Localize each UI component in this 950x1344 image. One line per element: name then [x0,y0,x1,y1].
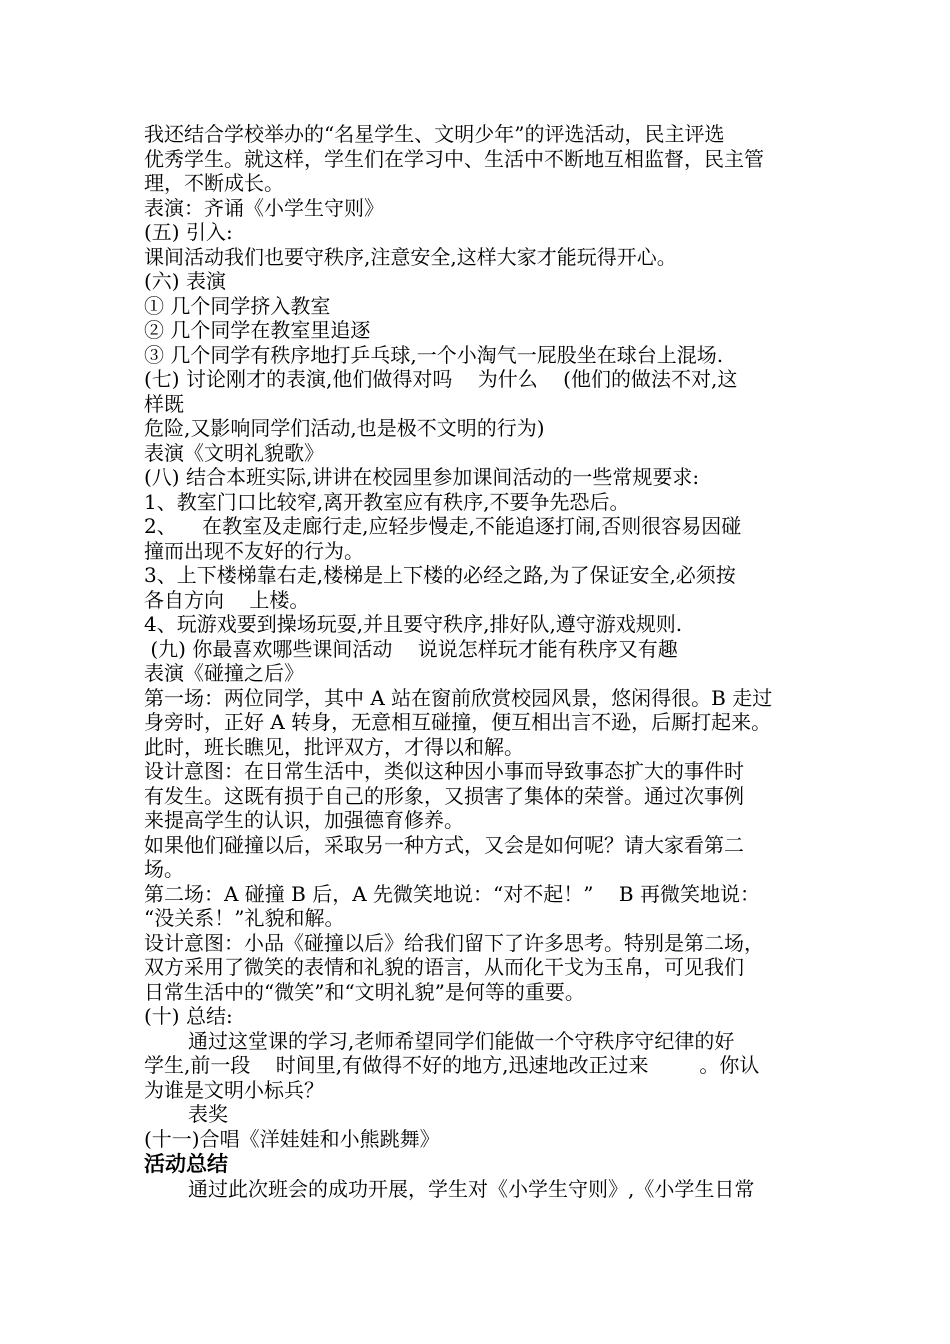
text-line: 来提高学生的认识，加强德育修养。 [144,808,464,832]
text-line: 表演《碰撞之后》 [144,661,304,685]
text-line: 身旁时，正好 A 转身，无意相互碰撞，便互相出言不逊，后厮打起来。 [144,710,772,734]
summary-paragraph-start: 通过此次班会的成功开展，学生对《小学生守则》,《小学生日常 [188,1177,755,1201]
text-line: 表演：齐诵《小学生守则》 [144,195,384,220]
text-line: 为谁是文明小标兵？ [144,1077,324,1102]
text-line: 此时，班长瞧见，批评双方，才得以和解。 [144,734,524,759]
text-line: 设计意图：小品《碰撞以后》给我们留下了许多思考。特别是第二场， [144,930,764,955]
text-line: 2、 在教室及走廊行走,应轻步慢走,不能追逐打闹,否则很容易因碰 [144,514,742,538]
text-line: 学生,前一段 时间里,有做得不好的地方,迅速地改正过来 。你认 [144,1053,760,1077]
text-line: 日常生活中的“微笑”和“文明礼貌”是何等的重要。 [144,979,585,1004]
text-line: (八) 结合本班实际,讲讲在校园里参加课间活动的一些常规要求: [144,465,700,489]
text-line: (十) 总结: [144,1004,233,1028]
text-line: 课间活动我们也要守秩序,注意安全,这样大家才能玩得开心。 [144,244,677,269]
text-line: 各自方向 上楼。 [144,587,310,612]
text-line: 表演《文明礼貌歌》 [144,440,324,465]
text-line: “没关系！”礼貌和解。 [144,906,345,930]
text-line: (五) 引入: [144,220,233,244]
text-line: ② 几个同学在教室里追逐 [144,318,371,342]
text-line: 1、教室门口比较窄,离开教室应有秩序,不要争先恐后。 [144,489,630,514]
summary-heading: 活动总结 [144,1152,228,1176]
text-line: ③ 几个同学有秩序地打乒乓球,一个小淘气一屁股坐在球台上混场. [144,342,724,367]
text-line: (六) 表演 [144,269,226,293]
text-line: 优秀学生。就这样，学生们在学习中、生活中不断地互相监督，民主管 [144,146,764,171]
text-line: (七) 讨论刚才的表演,他们做得对吗 为什么 (他们的做法不对,这 [144,367,738,391]
text-line: 第二场：A 碰撞 B 后，A 先微笑地说：“对不起！” B 再微笑地说： [144,881,760,906]
text-line: (九) 你最喜欢哪些课间活动 说说怎样玩才能有秩序又有趣 [144,636,678,661]
text-line: 撞而出现不友好的行为。 [144,538,364,563]
conclusion-paragraph-start: 通过这堂课的学习,老师希望同学们能做一个守秩序守纪律的好 [188,1028,735,1053]
text-line: 4、玩游戏要到操场玩耍,并且要守秩序,排好队,遵守游戏规则. [144,612,683,636]
text-line: ① 几个同学挤入教室 [144,293,331,318]
text-line: 样既 [144,391,184,416]
award-line: 表奖 [188,1102,228,1126]
text-line: 3、上下楼梯靠右走,楼梯是上下楼的必经之路,为了保证安全,必须按 [144,563,736,587]
text-line: 设计意图：在日常生活中，类似这种因小事而导致事态扩大的事件时 [144,759,744,783]
text-line: 有发生。这既有损于自己的形象，又损害了集体的荣誉。通过次事例 [144,783,744,808]
song-line: (十一)合唱《洋娃娃和小熊跳舞》 [144,1126,440,1151]
text-line: 场。 [144,857,184,881]
text-line: 我还结合学校举办的“名星学生、文明少年”的评选活动，民主评选 [144,122,725,146]
text-line: 双方采用了微笑的表情和礼貌的语言，从而化干戈为玉帛，可见我们 [144,955,744,979]
text-line: 如果他们碰撞以后，采取另一种方式，又会是如何呢？请大家看第二 [144,832,744,857]
text-line: 危险,又影响同学们活动,也是极不文明的行为) [144,416,545,440]
text-line: 第一场：两位同学，其中 A 站在窗前欣赏校园风景，悠闲得很。B 走过 [144,685,773,710]
text-line: 理，不断成长。 [144,171,284,195]
document-page [144,122,816,1202]
